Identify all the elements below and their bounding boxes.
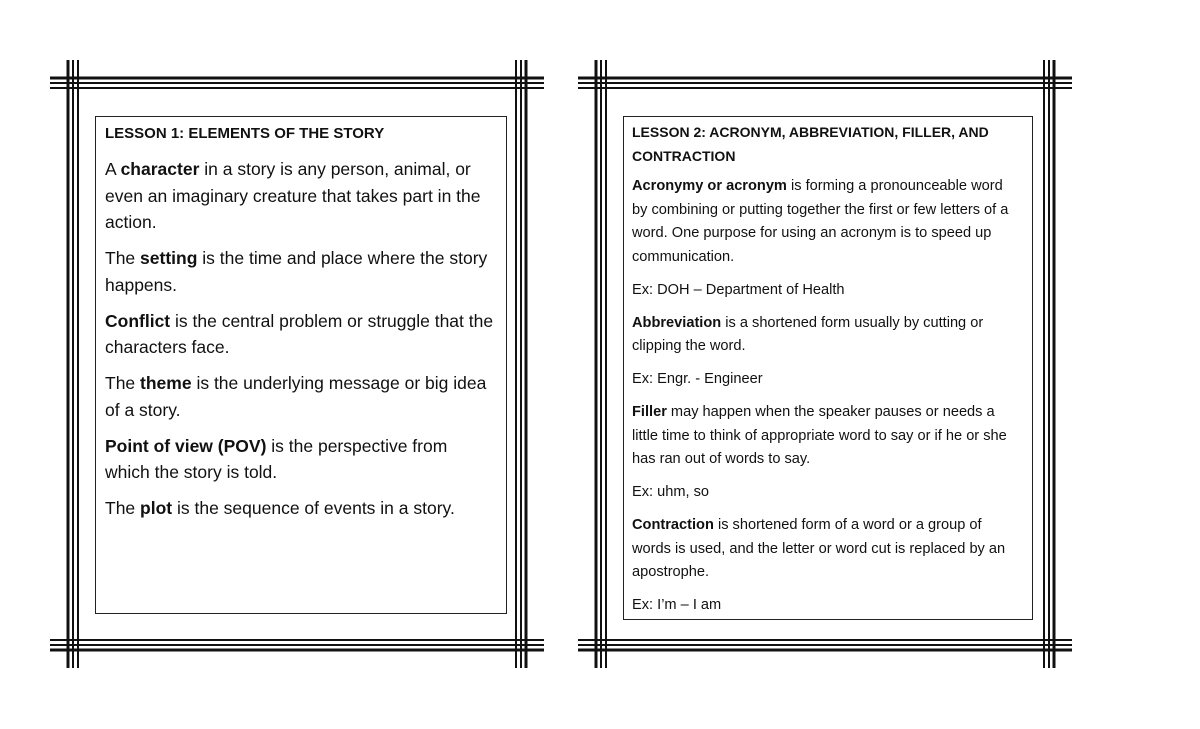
paragraph-acronym: Acronymy or acronym is forming a pronounceable word by combining or putting together the first or few letters of a word. One purpose for using an acronym is to speed up communication. — [632, 178, 1009, 265]
paragraph-character: A character in a story is any person, animal, or even an imaginary creature that takes part in the action. — [105, 159, 481, 232]
paragraph-contraction: Contraction is shortened form of a word or a group of words is used, and the letter or word cut is replaced by an apostrophe. — [632, 517, 1006, 580]
lesson-2-card — [576, 58, 1074, 670]
example-contraction: Ex: I’m – I am — [632, 597, 722, 613]
lesson-2-title: LESSON 2: ACRONYM, ABBREVIATION, FILLER, AND CONTRACTION — [632, 124, 989, 164]
example-filler: Ex: uhm, so — [632, 484, 710, 500]
paragraph-setting: The setting is the time and place where the story happens. — [105, 248, 488, 295]
lesson-1-content-box — [95, 116, 507, 614]
example-abbreviation: Ex: Engr. - Engineer — [632, 371, 763, 387]
paragraph-plot: The plot is the sequence of events in a story. — [105, 498, 455, 518]
paragraph-abbreviation: Abbreviation is a shortened form usually by cutting or clipping the word. — [632, 314, 984, 354]
example-acronym: Ex: DOH – Department of Health — [632, 281, 845, 298]
paragraph-filler: Filler may happen when the speaker pauses or needs a little time to think of appropriate word to say or if he or she has ran out of words to say. — [632, 404, 1007, 467]
lesson-1-card — [48, 58, 546, 670]
lesson-2-content-box — [623, 116, 1033, 620]
paragraph-conflict: Conflict is the central problem or struggle that the characters face. — [105, 310, 494, 357]
lesson-1-title: LESSON 1: ELEMENTS OF THE STORY — [105, 125, 385, 142]
paragraph-point-of-view: Point of view (POV) is the perspective from which the story is told. — [105, 435, 448, 482]
paragraph-theme: The theme is the underlying message or big idea of a story. — [105, 373, 487, 420]
